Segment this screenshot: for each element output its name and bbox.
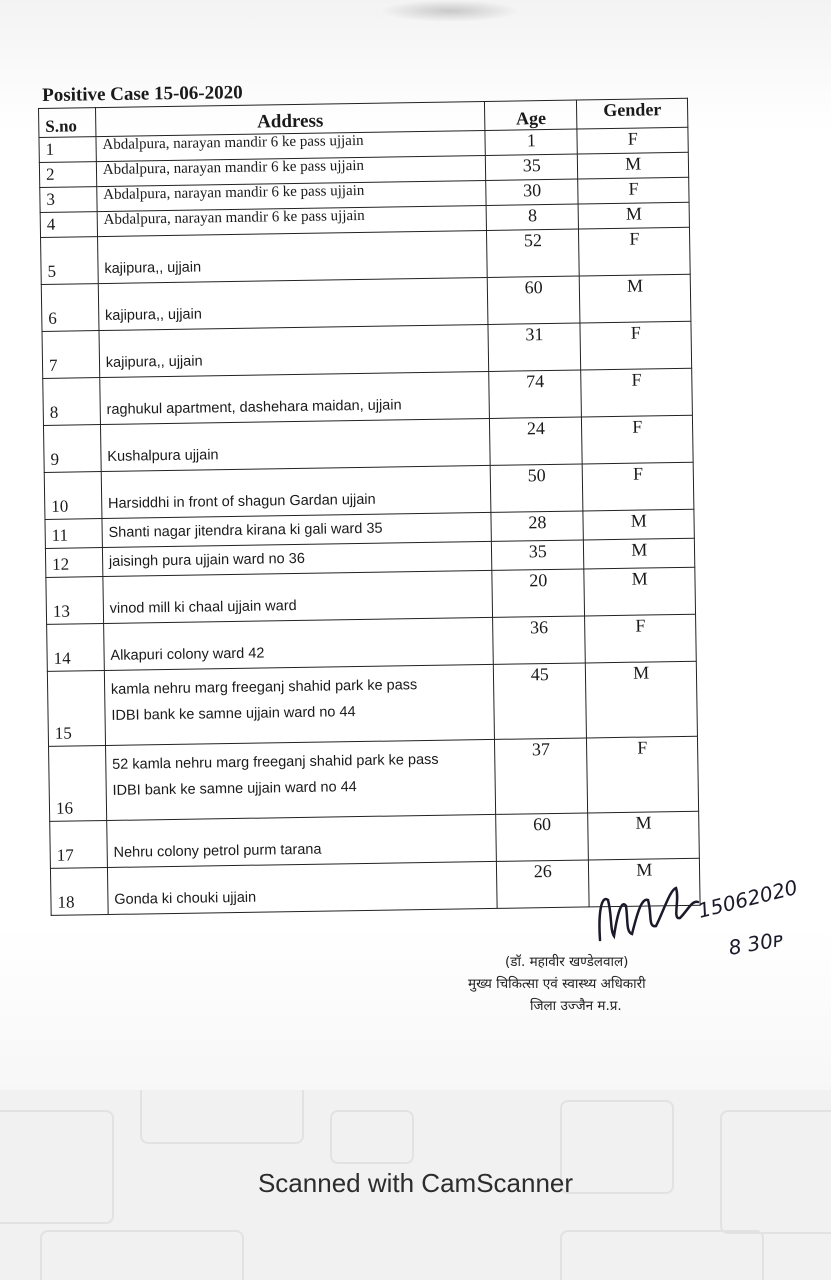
cell-age: 1 [485, 129, 578, 155]
header-sno: S.no [39, 108, 96, 138]
footer-deco-shape [330, 1110, 414, 1164]
cell-gender: F [580, 321, 691, 370]
footer-deco-shape [0, 1110, 114, 1224]
camscanner-footer [0, 1090, 831, 1280]
cell-address [107, 861, 497, 914]
cell-sno: 9 [43, 425, 101, 473]
address-line: Abdalpura, narayan mandir 6 ke pass ujjain [102, 157, 365, 178]
address-line: IDBI bank ke samne ujjain ward no 44 [112, 779, 357, 799]
cell-age: 52 [487, 229, 580, 277]
cell-gender: M [583, 509, 694, 540]
signature-scribble [580, 870, 820, 960]
cell-address [100, 418, 490, 471]
document-title: Positive Case 15-06-2020 [42, 82, 243, 106]
cell-sno: 7 [42, 331, 100, 379]
cell-sno: 14 [47, 624, 105, 672]
footer-deco-shape [560, 1230, 764, 1280]
address-line: vinod mill ki chaal ujjain ward [109, 597, 297, 617]
scan-shadow [380, 0, 520, 22]
address-line: kajipura,, ujjain [105, 353, 203, 371]
cell-address [107, 814, 497, 867]
cell-sno: 13 [46, 577, 104, 625]
table-row [49, 736, 699, 821]
cell-address [99, 324, 489, 377]
cell-age: 30 [486, 179, 579, 205]
cell-age: 74 [489, 370, 582, 418]
cell-address [105, 739, 495, 820]
camscanner-watermark: Scanned with CamScanner [257, 1168, 574, 1198]
signature-block [460, 870, 820, 1020]
cell-gender: F [587, 736, 699, 813]
cell-sno: 8 [43, 378, 101, 426]
cell-address [103, 570, 493, 623]
cell-gender: F [583, 462, 694, 511]
address-line: Nehru colony petrol purm tarana [113, 841, 322, 861]
signature-note: 8 30ᴘ [726, 926, 786, 960]
cell-age: 26 [496, 860, 589, 908]
cell-address [104, 664, 494, 745]
cell-sno: 6 [41, 284, 99, 332]
cell-address [100, 371, 490, 424]
address-line: jaisingh pura ujjain ward no 36 [108, 550, 305, 570]
header-gender: Gender [577, 98, 688, 129]
cell-age: 35 [485, 154, 578, 180]
address-line: Abdalpura, narayan mandir 6 ke pass ujjain [103, 182, 365, 203]
table-body [39, 127, 700, 915]
cell-age: 60 [496, 813, 589, 861]
cell-age: 20 [492, 569, 585, 617]
cases-table [38, 98, 701, 916]
cell-age: 37 [495, 738, 589, 814]
address-line: Gonda ki chouki ujjain [114, 889, 257, 908]
cell-age: 35 [491, 540, 584, 570]
officer-district: जिला उज्जैन म.प्र. [530, 998, 622, 1014]
address-line: kajipura,, ujjain [104, 259, 202, 277]
cell-sno: 11 [45, 519, 102, 549]
signature-date: 15062020 [695, 874, 800, 923]
address-line: kajipura,, ujjain [104, 306, 202, 324]
cell-gender: M [586, 661, 698, 738]
cell-sno: 2 [39, 162, 96, 188]
cell-age: 36 [493, 616, 586, 664]
header-address: Address [95, 101, 485, 136]
footer-deco-shape [140, 1090, 304, 1144]
cell-gender: M [579, 202, 690, 229]
cell-sno: 1 [39, 137, 96, 163]
cell-sno: 18 [50, 868, 108, 916]
cell-gender: F [579, 227, 690, 276]
cell-gender: M [588, 811, 699, 860]
cell-age: 31 [488, 323, 581, 371]
cell-address [103, 617, 493, 670]
address-line: IDBI bank ke samne ujjain ward no 44 [111, 704, 356, 724]
cell-sno: 4 [40, 212, 97, 238]
cell-gender: F [578, 177, 689, 204]
address-line: Abdalpura, narayan mandir 6 ke pass ujjain [103, 207, 365, 228]
officer-designation: मुख्य चिकित्सा एवं स्वास्थ्य अधिकारी [468, 976, 646, 992]
cell-sno: 5 [41, 237, 99, 285]
cell-age: 45 [493, 663, 587, 739]
table-row [47, 661, 697, 746]
footer-deco-shape [40, 1230, 244, 1280]
cases-table-wrapper [38, 98, 701, 916]
cell-age: 8 [486, 204, 579, 230]
cell-age: 50 [490, 464, 583, 512]
cell-age: 28 [491, 511, 584, 541]
cell-address [101, 465, 491, 518]
cell-address [97, 230, 487, 283]
header-age: Age [485, 100, 578, 130]
cell-age: 24 [490, 417, 583, 465]
cell-gender: M [580, 274, 691, 323]
cell-gender: F [582, 415, 693, 464]
address-line: kamla nehru marg freeganj shahid park ke pass [110, 677, 418, 698]
cell-sno: 3 [40, 187, 97, 213]
cell-age: 60 [487, 276, 580, 324]
cell-address [98, 277, 488, 330]
officer-name: (डॉ. महावीर खण्डेलवाल) [505, 954, 629, 970]
cell-gender: F [585, 614, 696, 663]
address-line: 52 kamla nehru marg freeganj shahid park ke pass [112, 751, 439, 773]
cell-gender: M [578, 152, 689, 179]
address-line: Kushalpura ujjain [107, 447, 219, 465]
cell-gender: M [584, 538, 695, 569]
cell-gender: M [584, 567, 695, 616]
address-line: Alkapuri colony ward 42 [110, 645, 265, 664]
cell-sno: 16 [49, 746, 107, 822]
address-line: Shanti nagar jitendra kirana ki gali ward 35 [108, 520, 383, 541]
cell-sno: 17 [50, 821, 108, 869]
cell-sno: 15 [47, 671, 105, 747]
address-line: Abdalpura, narayan mandir 6 ke pass ujjain [102, 132, 364, 153]
cell-gender: F [581, 368, 692, 417]
cell-gender: M [589, 858, 700, 907]
address-line: Harsiddhi in front of shagun Gardan ujjain [107, 491, 376, 512]
address-line: raghukul apartment, dashehara maidan, ujjain [106, 397, 402, 418]
cell-sno: 12 [45, 548, 102, 578]
cell-gender: F [577, 127, 688, 154]
cell-sno: 10 [44, 472, 102, 520]
